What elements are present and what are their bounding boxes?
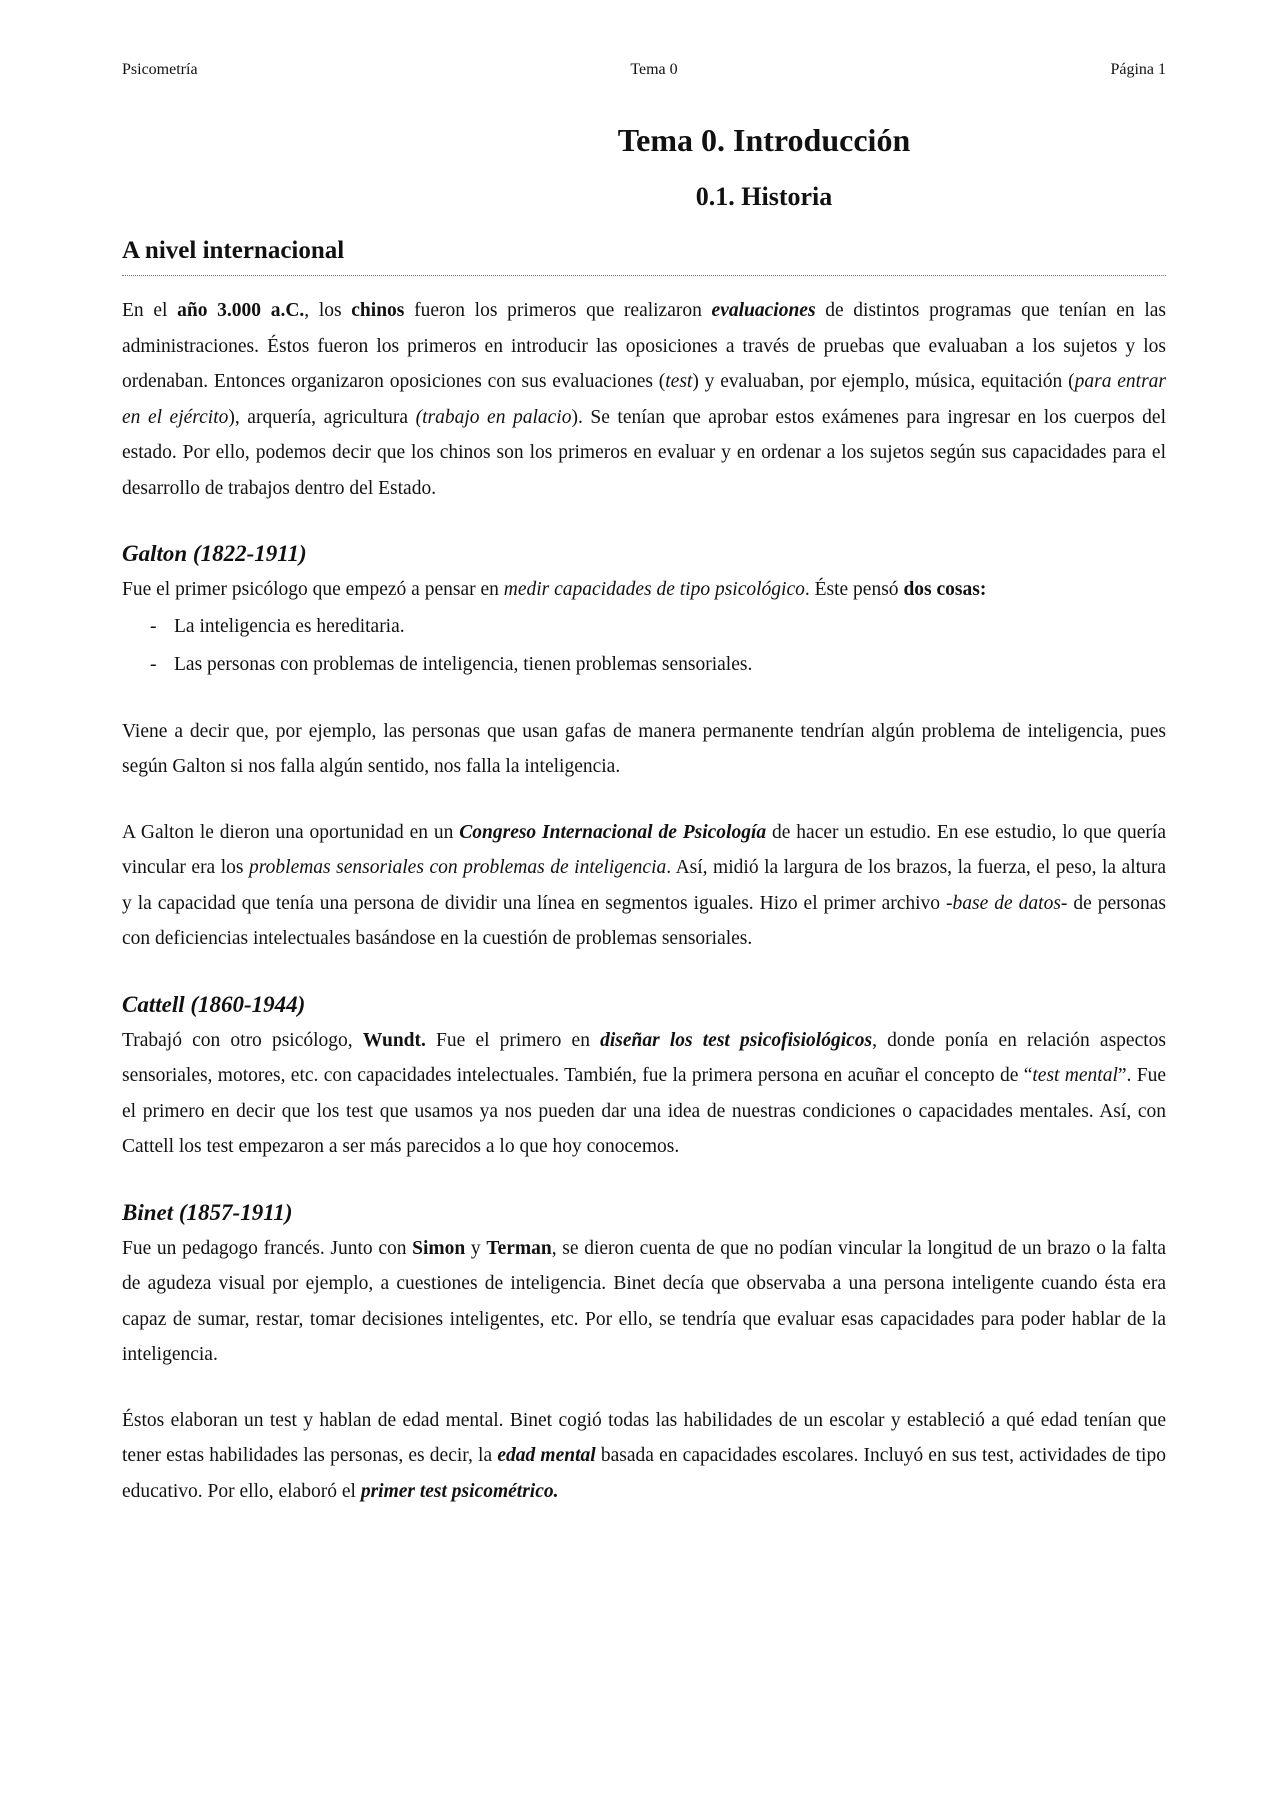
text-run-italic: medir capacidades de tipo psicológico [503, 579, 805, 600]
text-run-italic: para entrar en el ejército [122, 371, 1166, 428]
text-run-bold-italic: evaluaciones [711, 300, 816, 321]
text-run-italic: base de datos [952, 892, 1061, 914]
text-run: Fue el primero en [425, 1029, 601, 1051]
heading-cattell: Cattell (1860-1944) [122, 991, 306, 1017]
text-run-bold: Simon [412, 1237, 466, 1259]
text-run: y [465, 1237, 487, 1259]
spacer [122, 684, 1166, 714]
text-run: A Galton le dieron una oportunidad en un [122, 821, 460, 843]
paragraph-galton-congreso [122, 815, 1166, 957]
spacer [122, 957, 1166, 987]
paragraph-binet [122, 1231, 1166, 1373]
list-item: - La inteligencia es hereditaria. [150, 608, 1166, 646]
spacer [122, 1165, 1166, 1195]
header-left: Psicometría [122, 61, 198, 78]
header-right: Página 1 [1110, 61, 1166, 78]
spacer [122, 1373, 1166, 1403]
document-subtitle: 0.1. Historia [695, 182, 833, 211]
text-run: ). Se tenían que aprobar estos exámenes para ingresar en los cuerpos del estado. Por ello, podemos decir que los chinos son los primeros en evaluar y en ordenar a los sujetos según sus capacidades para el desarrollo de trabajos dentro del Estado. [122, 406, 1166, 499]
text-run-bold: Terman [486, 1237, 552, 1259]
text-run: - de personas con deficiencias intelectuales basándose en la cuestión de problemas sensoriales. [122, 892, 1167, 949]
text-run: Fue el primer psicólogo que empezó a pensar en [122, 579, 504, 600]
section-heading: A nivel internacional [122, 237, 345, 264]
running-header [122, 60, 1166, 80]
list-item: - Las personas con problemas de inteligencia, tienen problemas sensoriales. [150, 646, 1166, 684]
text-run-bold-italic: edad mental [497, 1445, 596, 1466]
text-run-bold: dos cosas: [903, 579, 987, 600]
header-center: Tema 0 [630, 61, 678, 78]
text-run-italic: test mental [1032, 1065, 1118, 1086]
text-run-bold: Wundt. [362, 1029, 426, 1051]
paragraph-galton-gafas: Viene a decir que, por ejemplo, las personas que usan gafas de manera permanente tendrían algún problema de inteligencia, pues según Galton si nos falla algún sentido, nos falla la inteligencia. [122, 720, 1166, 777]
text-run: ), arquería, agricultura [228, 406, 416, 428]
text-run: Trabajó con otro psicólogo, [122, 1029, 363, 1051]
paragraph-galton-intro [122, 572, 1166, 608]
text-run-bold: chinos [351, 300, 405, 321]
text-run: basada en capacidades escolares. Incluyó en sus test, actividades de tipo educativo. Por ello, elaboró el [122, 1445, 1166, 1502]
heading-binet: Binet (1857-1911) [122, 1199, 293, 1225]
spacer [122, 506, 1166, 536]
text-run: ”. Fue el primero en decir que los test que usamos ya nos pueden dar una idea de nuestras condiciones o capacidades mentales. Así, con Cattell los test empezaron a ser más parecidos a lo que hoy conocemos. [122, 1065, 1167, 1157]
text-run: . Éste pensó [804, 579, 904, 600]
text-run-italic: problemas sensoriales con problemas de inteligencia [249, 857, 667, 878]
text-run: En el [122, 300, 178, 321]
text-run: , donde ponía en relación aspectos sensoriales, motores, etc. con capacidades intelectuales. También, fue la primera persona en acuñar el concepto de “ [122, 1029, 1166, 1086]
text-run-bold-italic: Congreso Internacional de Psicología [459, 821, 767, 843]
document-body [122, 293, 1166, 1509]
text-run: fueron los primeros que realizaron [404, 300, 712, 321]
text-run: ) y evaluaban, por ejemplo, música, equitación ( [692, 371, 1075, 392]
text-run: . Así, midió la largura de los brazos, la fuerza, el peso, la altura y la capacidad que tenía una persona de dividir una línea en segmentos iguales. Hizo el primer archivo - [122, 857, 1167, 914]
section-divider [122, 275, 1166, 276]
text-run: , los [304, 300, 352, 321]
heading-galton: Galton (1822-1911) [122, 541, 307, 566]
text-run-bold: año 3.000 a.C. [177, 300, 305, 321]
text-run: de hacer un estudio. En ese estudio, lo que quería vincular era los [122, 821, 1166, 878]
galton-list [122, 608, 1166, 684]
text-run-bold-italic: diseñar los test psicofisiológicos [600, 1029, 873, 1051]
text-run-italic: test [665, 371, 693, 392]
paragraph-binet-edad-mental [122, 1403, 1166, 1510]
text-run-bold-italic: primer test psicométrico. [360, 1480, 559, 1502]
text-run: , se dieron cuenta de que no podían vincular la longitud de un brazo o la falta de agudeza visual por ejemplo, a cuestiones de inteligencia. Binet decía que observaba a una persona inteligente cuando ésta era capaz de sumar, restar, tomar decisiones inteligentes, etc. Por ello, se tendría que evaluar esas capacidades para poder hablar de la inteligencia. [122, 1237, 1167, 1365]
text-run: Éstos elaboran un test y hablan de edad mental. Binet cogió todas las habilidades de un escolar y estableció a qué edad tenían que tener estas habilidades las personas, es decir, la [122, 1409, 1166, 1466]
document-title: Tema 0. Introducción [617, 122, 911, 158]
text-run-italic: (trabajo en palacio [415, 406, 572, 428]
text-run: de distintos programas que tenían en las administraciones. Éstos fueron los primeros en introducir las oposiciones a través de pruebas que evaluaban a los sujetos y los ordenaban. Entonces organizaron oposiciones con sus evaluaciones ( [122, 300, 1166, 392]
paragraph-chinos [122, 293, 1166, 506]
paragraph-cattell [122, 1023, 1166, 1165]
text-run: Fue un pedagogo francés. Junto con [122, 1237, 413, 1259]
spacer [122, 785, 1166, 815]
